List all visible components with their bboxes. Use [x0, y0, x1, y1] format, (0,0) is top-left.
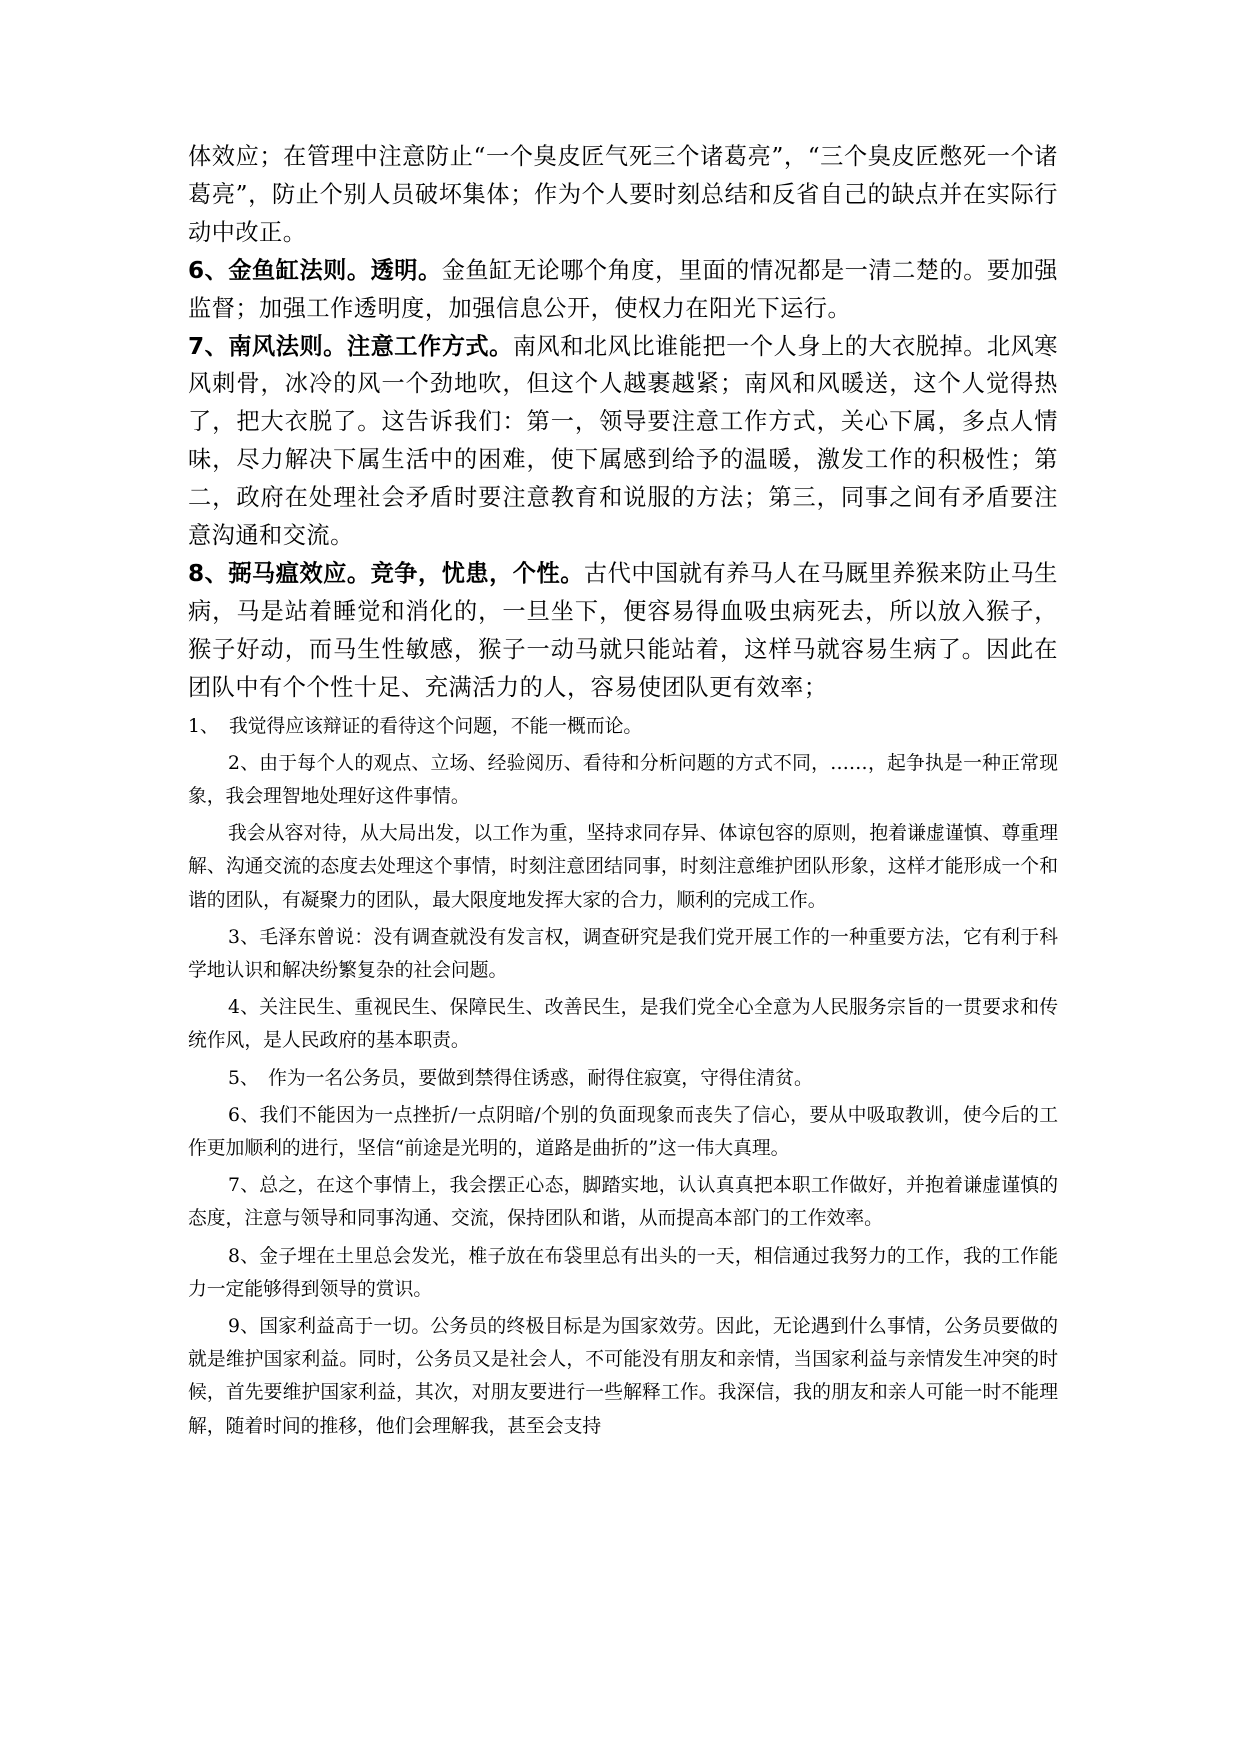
- answer-number: 1、: [188, 715, 219, 737]
- paragraph-bimawen-effect: [188, 555, 1058, 707]
- answer-item-6: 6、我们不能因为一点挫折/一点阴暗/个别的负面现象而丧失了信心，要从中吸取教训，使今后的工作更加顺利的进行，坚信“前途是光明的，道路是曲折的”这一伟大真理。: [188, 1104, 1058, 1160]
- answer-item-1: [188, 710, 1058, 743]
- answer-item-3: 3、毛泽东曾说：没有调查就没有发言权，调查研究是我们党开展工作的一种重要方法，它有利于科学地认识和解决纷繁复杂的社会问题。: [188, 926, 1058, 982]
- paragraph-south-wind-law: [188, 328, 1058, 555]
- answer-item-8: 8、金子埋在土里总会发光，椎子放在布袋里总有出头的一天，相信通过我努力的工作，我的工作能力一定能够得到领导的赏识。: [188, 1245, 1058, 1300]
- paragraph-body: 古代中国就有养马人在马厩里养猴来防止马生病，马是站着睡觉和消化的，一旦坐下，便容易得血吸虫病死去，所以放入猴子，猴子好动，而马生性敏感，猴子一动马就只能站着，这样马就容易生病了。因此在团队中有个个性十足、充满活力的人，容易使团队更有效率；: [188, 559, 1058, 701]
- answer-item-4: 4、关注民生、重视民生、保障民生、改善民生，是我们党全心全意为人民服务宗旨的一贯要求和传统作风，是人民政府的基本职责。: [188, 997, 1058, 1052]
- paragraph-body: 金鱼缸无论哪个角度，里面的情况都是一清二楚的。要加强监督；加强工作透明度，加强信息公开，使权力在阳光下运行。: [188, 256, 1058, 322]
- principles-section: [188, 138, 1058, 707]
- answer-item-2: 2、由于每个人的观点、立场、经验阅历、看待和分析问题的方式不同，……，起争执是一种正常现象，我会理智地处理好这件事情。: [188, 752, 1058, 807]
- paragraph-heading: 7、南风法则。注意工作方式。: [188, 332, 513, 360]
- paragraph-continued: 体效应；在管理中注意防止“一个臭皮匠气死三个诸葛亮”，“三个臭皮匠憋死一个诸葛亮”，防止个别人员破坏集体；作为个人要时刻总结和反省自己的缺点并在实际行动中改正。: [188, 143, 1058, 246]
- answer-item-2-continued: 我会从容对待，从大局出发，以工作为重，坚持求同存异、体谅包容的原则，抱着谦虚谨慎、尊重理解、沟通交流的态度去处理这个事情，时刻注意团结同事，时刻注意维护团队形象，这样才能形成一个和谐的团队，有凝聚力的团队，最大限度地发挥大家的合力，顺利的完成工作。: [188, 823, 1058, 911]
- answers-section: [188, 710, 1058, 1443]
- answer-item-9: 9、国家利益高于一切。公务员的终极目标是为国家效劳。因此，无论遇到什么事情，公务员要做的就是维护国家利益。同时，公务员又是社会人，不可能没有朋友和亲情，当国家利益与亲情发生冲突的时候，首先要维护国家利益，其次，对朋友要进行一些解释工作。我深信，我的朋友和亲人可能一时不能理解，随着时间的推移，他们会理解我，甚至会支持: [188, 1316, 1058, 1437]
- answer-item-7: 7、总之，在这个事情上，我会摆正心态，脚踏实地，认认真真把本职工作做好，并抱着谦虚谨慎的态度，注意与领导和同事沟通、交流，保持团队和谐，从而提高本部门的工作效率。: [188, 1175, 1058, 1230]
- paragraph-goldfish-bowl-law: [188, 252, 1058, 328]
- paragraph-heading: 8、弼马瘟效应。竞争，忧患，个性。: [188, 559, 584, 587]
- document-page: [188, 138, 1058, 1443]
- paragraph-body: 南风和北风比谁能把一个人身上的大衣脱掉。北风寒风刺骨，冰冷的风一个劲地吹，但这个人越裹越紧；南风和风暖送，这个人觉得热了，把大衣脱了。这告诉我们：第一，领导要注意工作方式，关心下属，多点人情味，尽力解决下属生活中的困难，使下属感到给予的温暖，激发工作的积极性；第二，政府在处理社会矛盾时要注意教育和说服的方法；第三，同事之间有矛盾要注意沟通和交流。: [188, 332, 1058, 550]
- answer-text: 我觉得应该辩证的看待这个问题，不能一概而论。: [229, 715, 643, 737]
- answer-item-5: 5、 作为一名公务员，要做到禁得住诱惑，耐得住寂寞，守得住清贫。: [228, 1067, 813, 1089]
- paragraph-heading: 6、金鱼缸法则。透明。: [188, 256, 442, 284]
